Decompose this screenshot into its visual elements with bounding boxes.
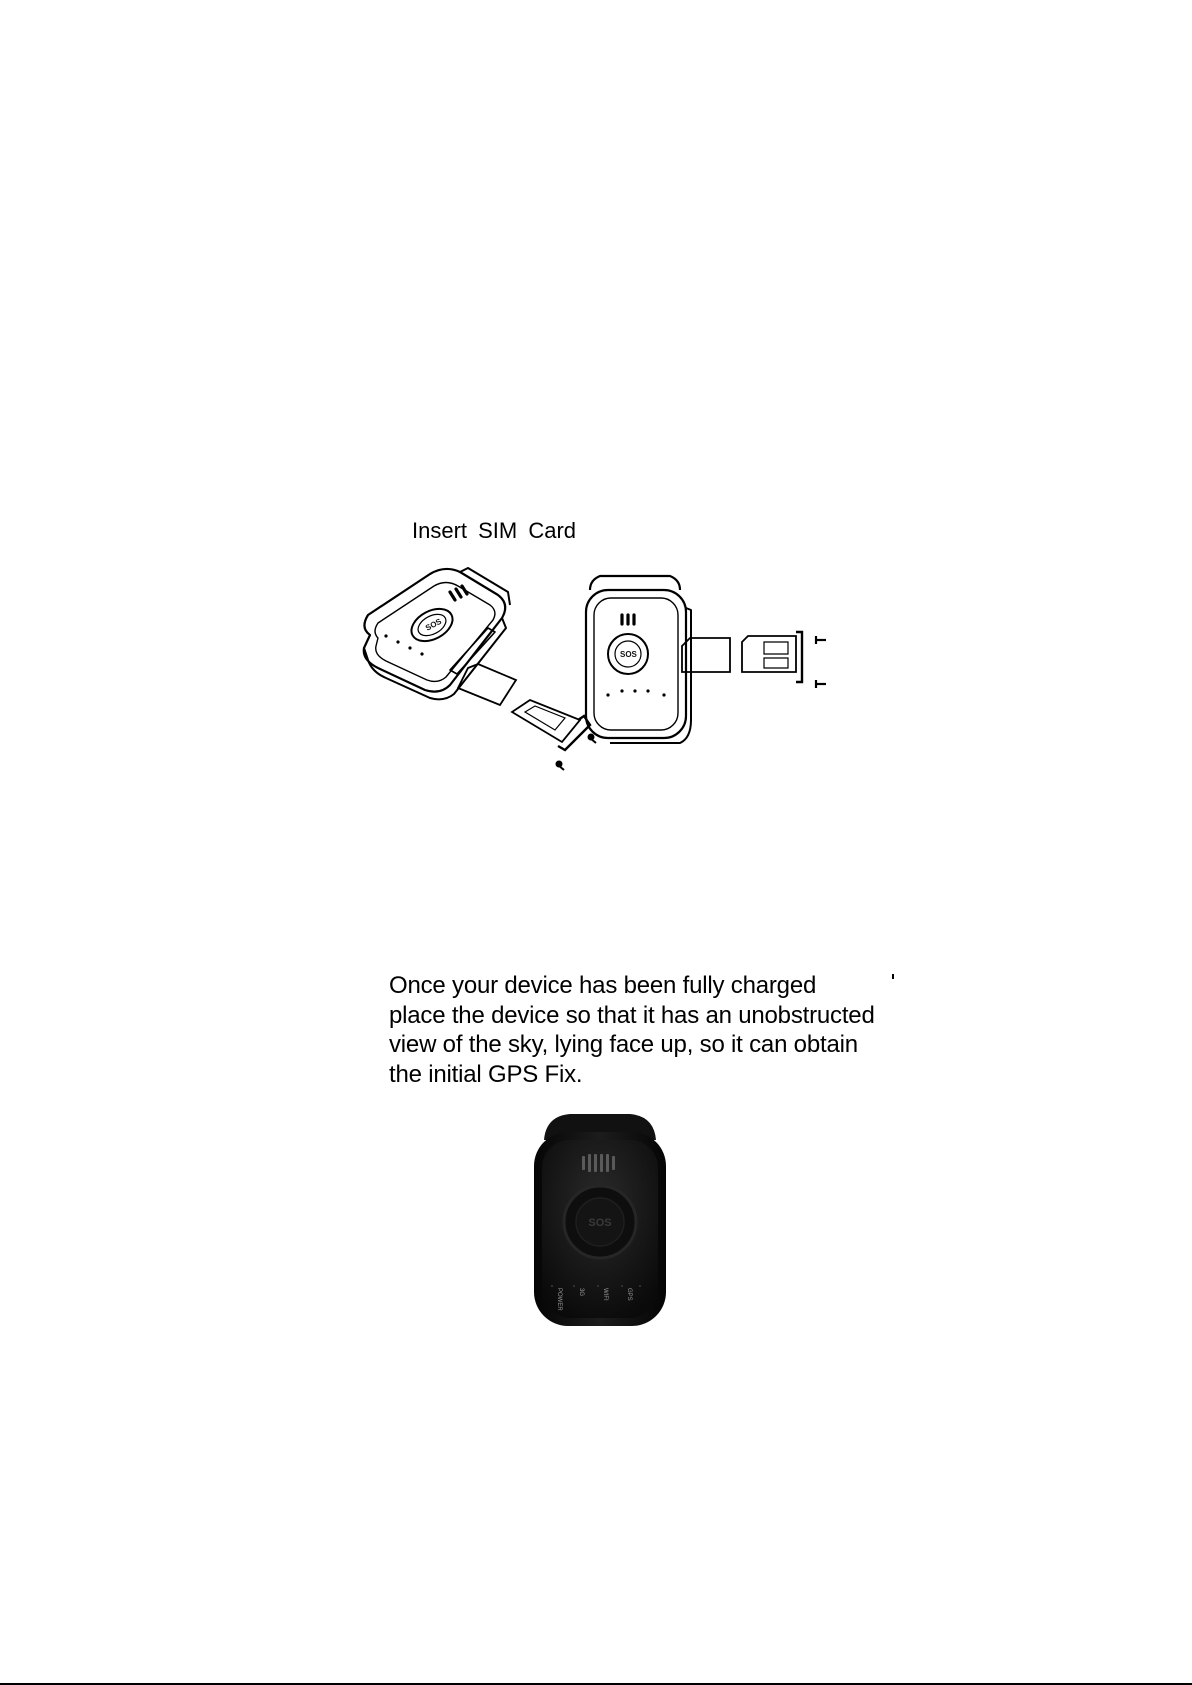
led-dots-right bbox=[606, 689, 665, 696]
sos-button-label: SOS bbox=[588, 1217, 612, 1229]
sos-text-left: SOS bbox=[423, 616, 444, 633]
device-angled-illustration bbox=[364, 568, 510, 699]
sim-card-caption: Insert SIM Card bbox=[412, 518, 577, 543]
sos-text-right: SOS bbox=[620, 650, 637, 659]
led-label-wifi: WIFI bbox=[602, 1288, 608, 1301]
device-front-illustration bbox=[586, 576, 691, 743]
sim-insertion-diagram bbox=[350, 560, 840, 785]
led-label-3g: 3G bbox=[578, 1288, 584, 1297]
speaker-slots-right bbox=[622, 615, 634, 624]
sim-card-icon bbox=[458, 664, 516, 705]
gps-fix-instructions: Once your device has been fully charged place the device so that it has an unobstructed view of the sky, lying face up, so it can obtain the initial GPS Fix. bbox=[389, 972, 875, 1088]
gps-tracker-device-icon bbox=[530, 1110, 670, 1330]
screw-icon bbox=[816, 636, 826, 688]
sim-tray-icon bbox=[512, 700, 590, 750]
led-label-gps: GPS bbox=[626, 1288, 632, 1301]
stray-mark bbox=[892, 974, 894, 979]
sim-card-icon bbox=[682, 638, 730, 672]
led-label-power: POWER bbox=[556, 1288, 562, 1311]
led-dots-left bbox=[384, 634, 423, 655]
sim-tray-icon bbox=[742, 632, 802, 682]
